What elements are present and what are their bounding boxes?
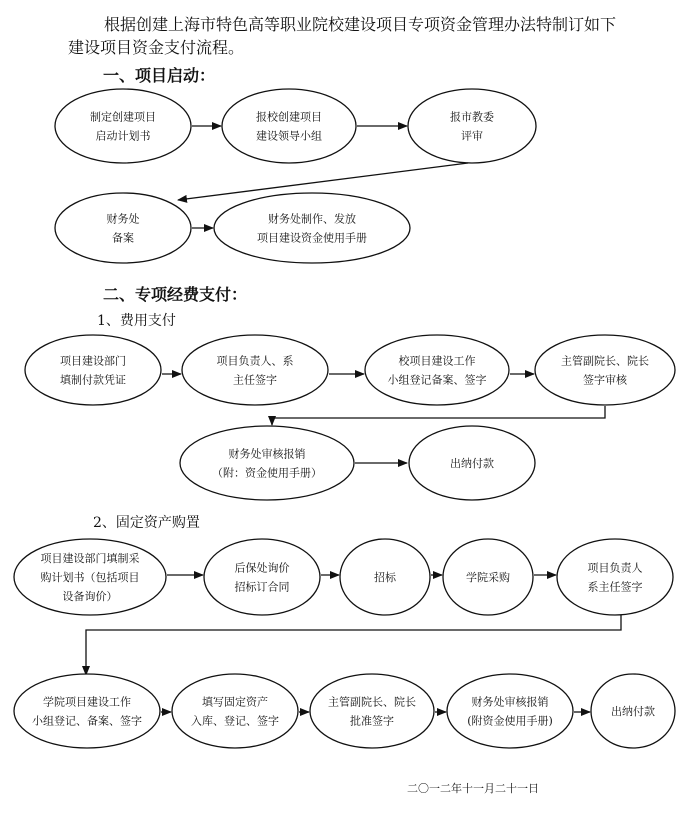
node-label-line: 出纳付款 bbox=[450, 457, 494, 470]
node-label-line: 建设领导小组 bbox=[256, 129, 322, 143]
node-fixed-asset-register bbox=[172, 674, 298, 748]
intro-line-2: 建设项目资金支付流程。 bbox=[68, 38, 245, 57]
node-report-school-group bbox=[222, 89, 356, 163]
node-label-line: （附：资金使用手册） bbox=[212, 466, 322, 480]
node-label-line: 签字审核 bbox=[583, 373, 627, 387]
node-label-line: 招标订合同 bbox=[234, 580, 290, 594]
node-label-line: 项目负责人、系 bbox=[216, 354, 294, 368]
node-label-line: 项目负责人 bbox=[587, 561, 643, 575]
node-group-register-file-sign bbox=[14, 674, 160, 748]
node-label-line: 制定创建项目 bbox=[90, 110, 156, 124]
node-label-line: 小组登记、备案、签字 bbox=[32, 714, 142, 728]
node-label-line: (附资金使用手册) bbox=[467, 714, 553, 728]
node-label-line: 校项目建设工作 bbox=[398, 354, 476, 368]
node-label-line: 系主任签字 bbox=[587, 580, 643, 594]
node-label-line: 购计划书（包括项目 bbox=[40, 571, 140, 584]
node-label-line: 主管副院长、院长 bbox=[328, 695, 416, 709]
node-report-city-education bbox=[408, 89, 536, 163]
node-head-sign bbox=[182, 335, 328, 405]
node-label-line: 财务处 bbox=[106, 212, 140, 226]
node-label-line: 入库、登记、签字 bbox=[191, 714, 279, 728]
node-label-line: 招标 bbox=[374, 571, 396, 584]
node-vice-president-review bbox=[535, 335, 675, 405]
node-label-line: 批准签字 bbox=[350, 714, 394, 728]
node-label-line: 财务处制作、发放 bbox=[268, 212, 356, 226]
node-label-line: 后保处询价 bbox=[234, 561, 290, 575]
node-label-line: 启动计划书 bbox=[95, 129, 151, 143]
node-head-dean-sign bbox=[557, 539, 673, 615]
subsection-1-title: 1、费用支付 bbox=[97, 313, 176, 329]
node-label-line: 出纳付款 bbox=[611, 705, 655, 718]
connector-s21 bbox=[272, 406, 605, 425]
node-logistics-inquiry bbox=[204, 539, 320, 615]
node-label-line: 财务处审核报销 bbox=[228, 447, 306, 461]
node-label-line: 项目建设部门 bbox=[60, 354, 126, 368]
node-label-line: 主管副院长、院长 bbox=[561, 354, 649, 368]
node-label-line: 财务处审核报销 bbox=[471, 695, 549, 709]
connector-s22 bbox=[86, 615, 621, 675]
section-1-title: 一、项目启动： bbox=[103, 66, 216, 85]
node-label-line: 填写固定资产 bbox=[202, 695, 268, 709]
node-label-line: 小组登记备案、签字 bbox=[387, 373, 487, 387]
node-label-line: 项目建设部门填制采 bbox=[40, 552, 140, 565]
subsection-2-title: 2、固定资产购置 bbox=[93, 515, 200, 531]
section-2-title: 二、专项经费支付： bbox=[103, 285, 248, 304]
node-label-line: 主任签字 bbox=[233, 373, 277, 387]
node-finance-issue-manual bbox=[214, 193, 410, 263]
node-label-line: 设备询价） bbox=[62, 590, 118, 603]
node-fill-payment-voucher bbox=[25, 335, 161, 405]
intro-line-1: 根据创建上海市特色高等职业院校建设项目专项资金管理办法特制订如下 bbox=[104, 15, 617, 34]
node-label-line: 填制付款凭证 bbox=[60, 373, 126, 387]
node-group-register-sign bbox=[365, 335, 509, 405]
node-label-line: 学院采购 bbox=[466, 571, 510, 584]
node-finance-audit-reimburse-2 bbox=[447, 674, 573, 748]
document-date: 二〇一二年十一月二十一日 bbox=[407, 782, 539, 795]
node-label-line: 报市教委 bbox=[450, 110, 494, 124]
node-label-line: 评审 bbox=[461, 129, 483, 143]
node-label-line: 学院项目建设工作 bbox=[43, 695, 131, 709]
node-label-line: 备案 bbox=[112, 231, 134, 245]
node-label-line: 项目建设资金使用手册 bbox=[257, 231, 367, 245]
node-label-line: 报校创建项目 bbox=[256, 110, 322, 124]
node-finance-filing bbox=[55, 193, 191, 263]
node-vice-president-approve bbox=[310, 674, 434, 748]
node-finance-audit-reimburse bbox=[180, 426, 354, 500]
node-make-startup-plan bbox=[55, 89, 191, 163]
